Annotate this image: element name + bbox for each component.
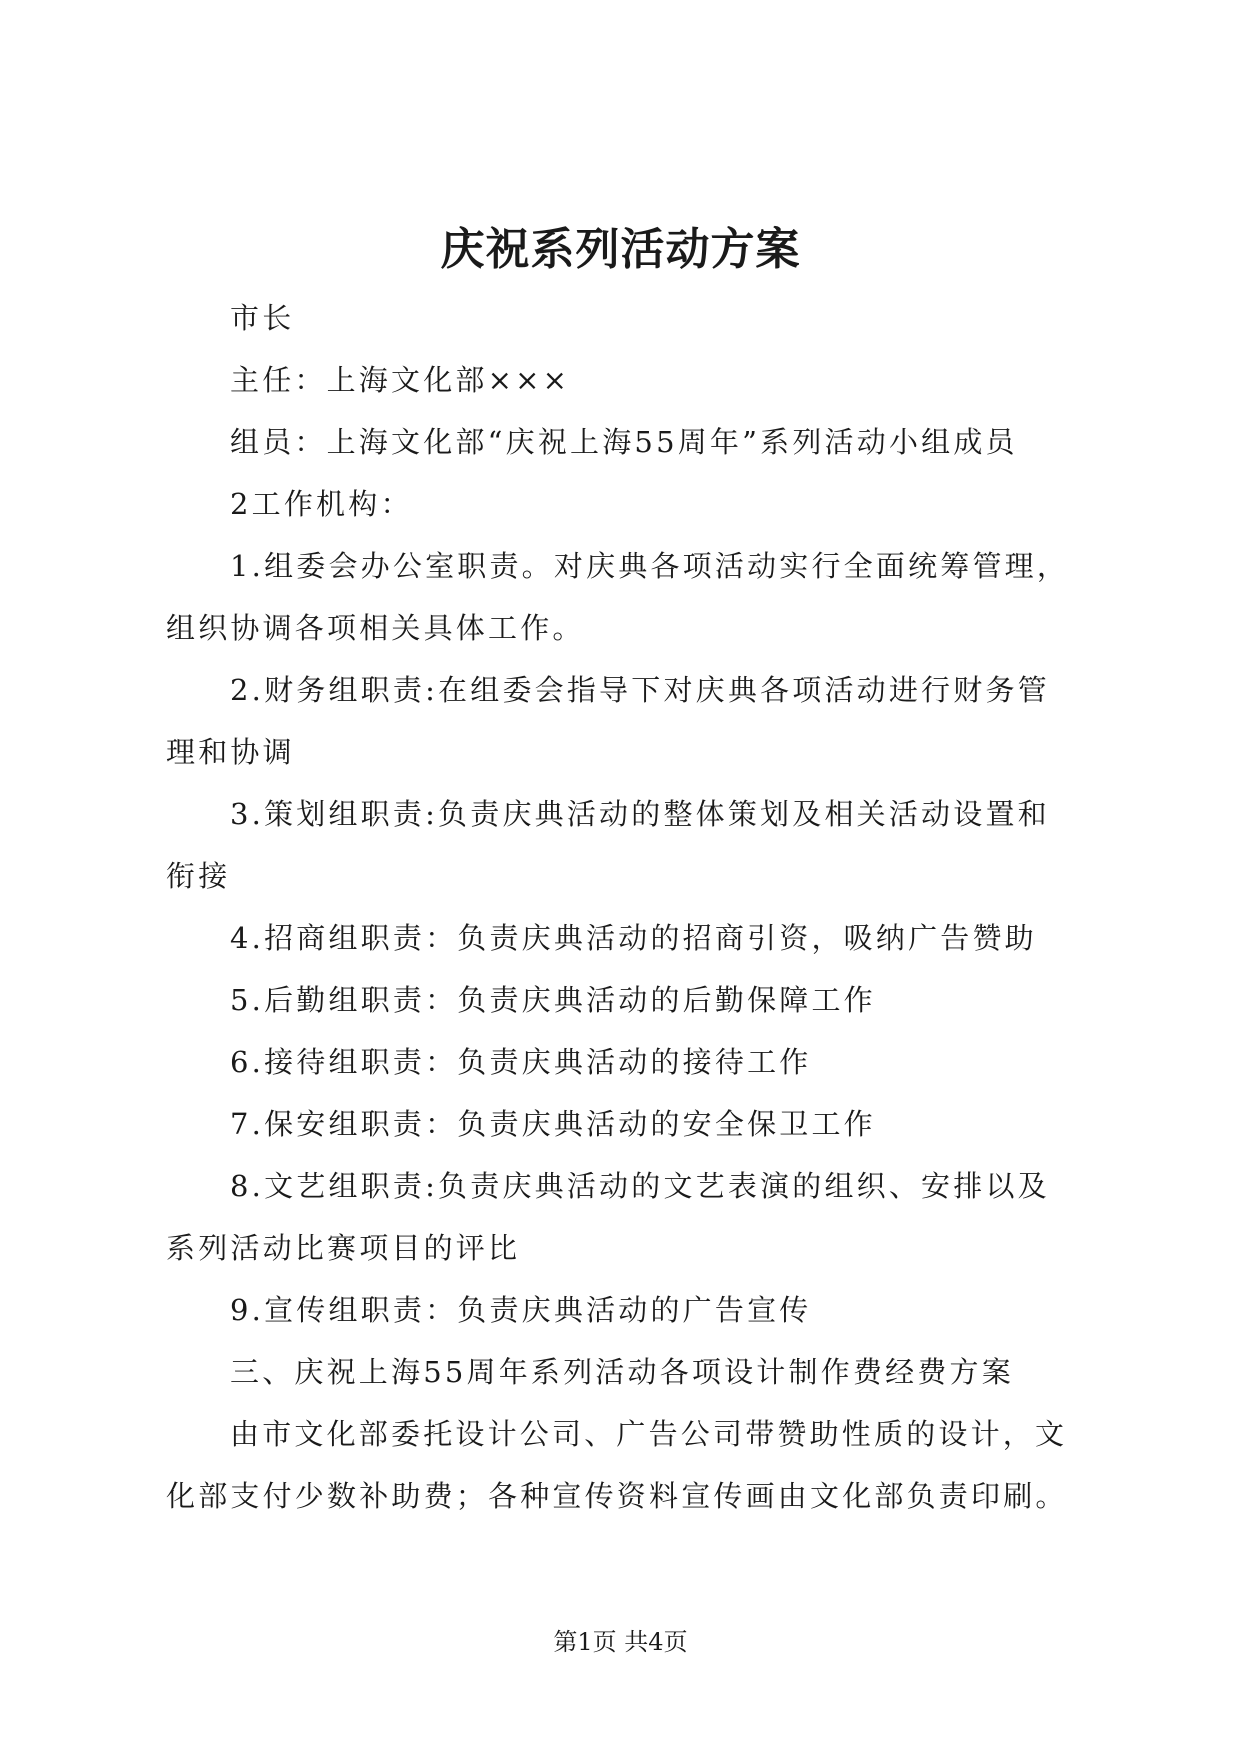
text-line: 由市文化部委托设计公司、广告公司带赞助性质的设计，文 — [230, 1417, 1068, 1451]
text-line: 6.接待组职责：负责庆典活动的接待工作 — [230, 1045, 812, 1079]
text-line: 市长 — [230, 301, 295, 335]
text-line: 化部支付少数补助费；各种宣传资料宣传画由文化部负责印刷。 — [166, 1479, 1068, 1513]
text-line: 9.宣传组职责：负责庆典活动的广告宣传 — [230, 1293, 812, 1327]
text-line: 3.策划组职责:负责庆典活动的整体策划及相关活动设置和 — [230, 797, 1050, 831]
text-line: 主任：上海文化部××× — [230, 363, 571, 397]
text-line: 理和协调 — [166, 735, 295, 769]
document-title: 庆祝系列活动方案 — [440, 224, 801, 275]
text-line: 2工作机构： — [230, 487, 413, 521]
text-line: 8.文艺组职责:负责庆典活动的文艺表演的组织、安排以及 — [230, 1169, 1050, 1203]
text-line: 组织协调各项相关具体工作。 — [166, 611, 585, 645]
text-line: 2.财务组职责:在组委会指导下对庆典各项活动进行财务管 — [230, 673, 1050, 707]
text-line: 系列活动比赛项目的评比 — [166, 1231, 521, 1265]
text-line: 组员：上海文化部“庆祝上海55周年”系列活动小组成员 — [230, 425, 1018, 459]
text-line: 4.招商组职责：负责庆典活动的招商引资，吸纳广告赞助 — [230, 921, 1037, 955]
text-line: 7.保安组职责：负责庆典活动的安全保卫工作 — [230, 1107, 876, 1141]
text-line: 5.后勤组职责：负责庆典活动的后勤保障工作 — [230, 983, 876, 1017]
text-line: 1.组委会办公室职责。对庆典各项活动实行全面统筹管理， — [230, 549, 1070, 583]
text-line: 三、庆祝上海55周年系列活动各项设计制作费经费方案 — [230, 1355, 1014, 1389]
text-line: 衔接 — [166, 859, 231, 893]
page-footer: 第1页 共4页 — [553, 1628, 688, 1656]
